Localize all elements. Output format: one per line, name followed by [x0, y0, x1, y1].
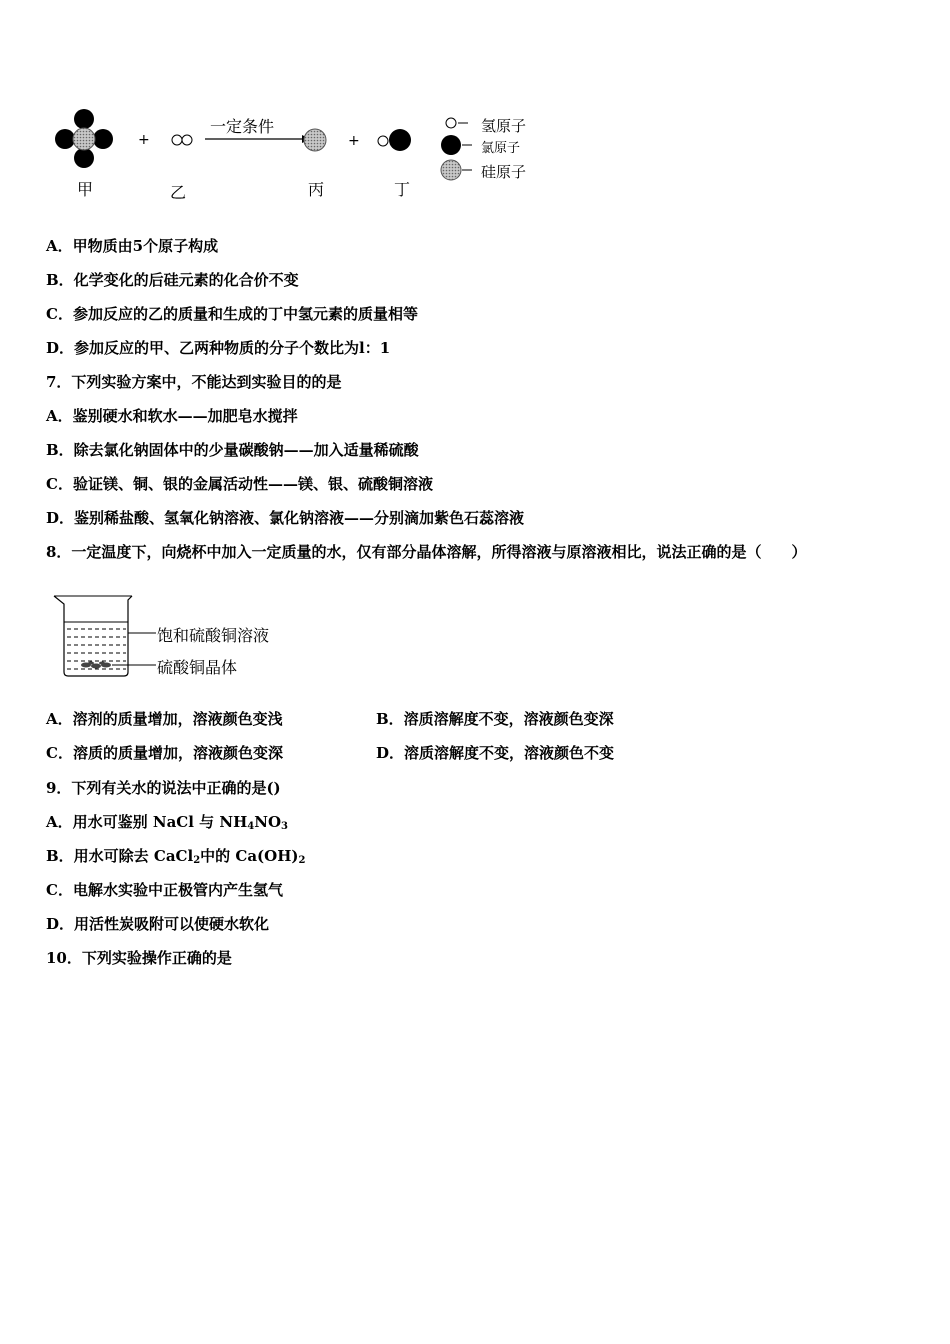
- q8-option-b: B．溶质溶解度不变，溶液颜色变深: [376, 710, 614, 728]
- q7-option-a: A．鉴别硬水和软水——加肥皂水搅拌: [46, 407, 298, 425]
- beaker-svg: [50, 592, 160, 682]
- reaction-condition: 一定条件: [210, 117, 275, 136]
- q9-stem: 9．下列有关水的说法中正确的是(): [46, 779, 281, 797]
- q8-option-a: A．溶剂的质量增加，溶液颜色变浅: [46, 710, 283, 728]
- label-saturated-solution: 饱和硫酸铜溶液: [157, 626, 270, 645]
- q9-option-d: D．用活性炭吸附可以使硬水软化: [46, 915, 270, 933]
- crystal-pile: [81, 662, 111, 669]
- q6-option-a: A．甲物质由5个原子构成: [46, 237, 219, 255]
- legend-silicon: 硅原子: [481, 163, 527, 181]
- molecule-bing: [304, 129, 326, 151]
- label-ding: 丁: [394, 180, 411, 199]
- q8-option-c: C．溶质的质量增加，溶液颜色变深: [46, 744, 283, 762]
- q6-option-b: B．化学变化的后硅元素的化合价不变: [46, 271, 299, 289]
- legend-symbols: [441, 118, 472, 180]
- q8-option-d: D．溶质溶解度不变，溶液颜色不变: [376, 744, 615, 762]
- q9-option-a: A．用水可鉴别 NaCl 与 $NH_4NO_3$: [46, 813, 288, 832]
- label-yi: 乙: [170, 183, 187, 202]
- label-jia: 甲: [77, 180, 94, 199]
- q7-stem: 7．下列实验方案中，不能达到实验目的的是: [46, 373, 342, 391]
- label-crystal: 硫酸铜晶体: [157, 658, 238, 677]
- label-bing: 丙: [308, 180, 325, 199]
- q8-stem: 8．一定温度下，向烧杯中加入一定质量的水，仅有部分晶体溶解，所得溶液与原溶液相比，说法正确的是（ ）: [46, 543, 807, 561]
- q10-stem: 10．下列实验操作正确的是: [46, 949, 232, 967]
- q6-option-c: C．参加反应的乙的质量和生成的丁中氢元素的质量相等: [46, 305, 418, 323]
- q9-option-c: C．电解水实验中正极管内产生氢气: [46, 881, 283, 899]
- q6-option-d: D．参加反应的甲、乙两种物质的分子个数比为l：1: [46, 339, 391, 357]
- q9-option-b: B．用水可除去 CaCl$_2$中的 $Ca(OH)_2$: [46, 847, 306, 866]
- molecule-ding: [378, 129, 411, 151]
- molecule-yi: [172, 135, 192, 145]
- q7-option-c: C．验证镁、铜、银的金属活动性——镁、银、硫酸铜溶液: [46, 475, 433, 493]
- q7-option-d: D．鉴别稀盐酸、氢氧化钠溶液、氯化钠溶液——分别滴加紫色石蕊溶液: [46, 509, 525, 527]
- molecule-jia: [55, 109, 113, 168]
- legend-chlorine: 氯原子: [481, 141, 521, 156]
- legend-hydrogen: 氢原子: [481, 117, 527, 135]
- q7-option-b: B．除去氯化钠固体中的少量碳酸钠——加入适量稀硫酸: [46, 441, 419, 459]
- plus-sign: +: [138, 132, 150, 148]
- svg-text:+: +: [348, 133, 360, 149]
